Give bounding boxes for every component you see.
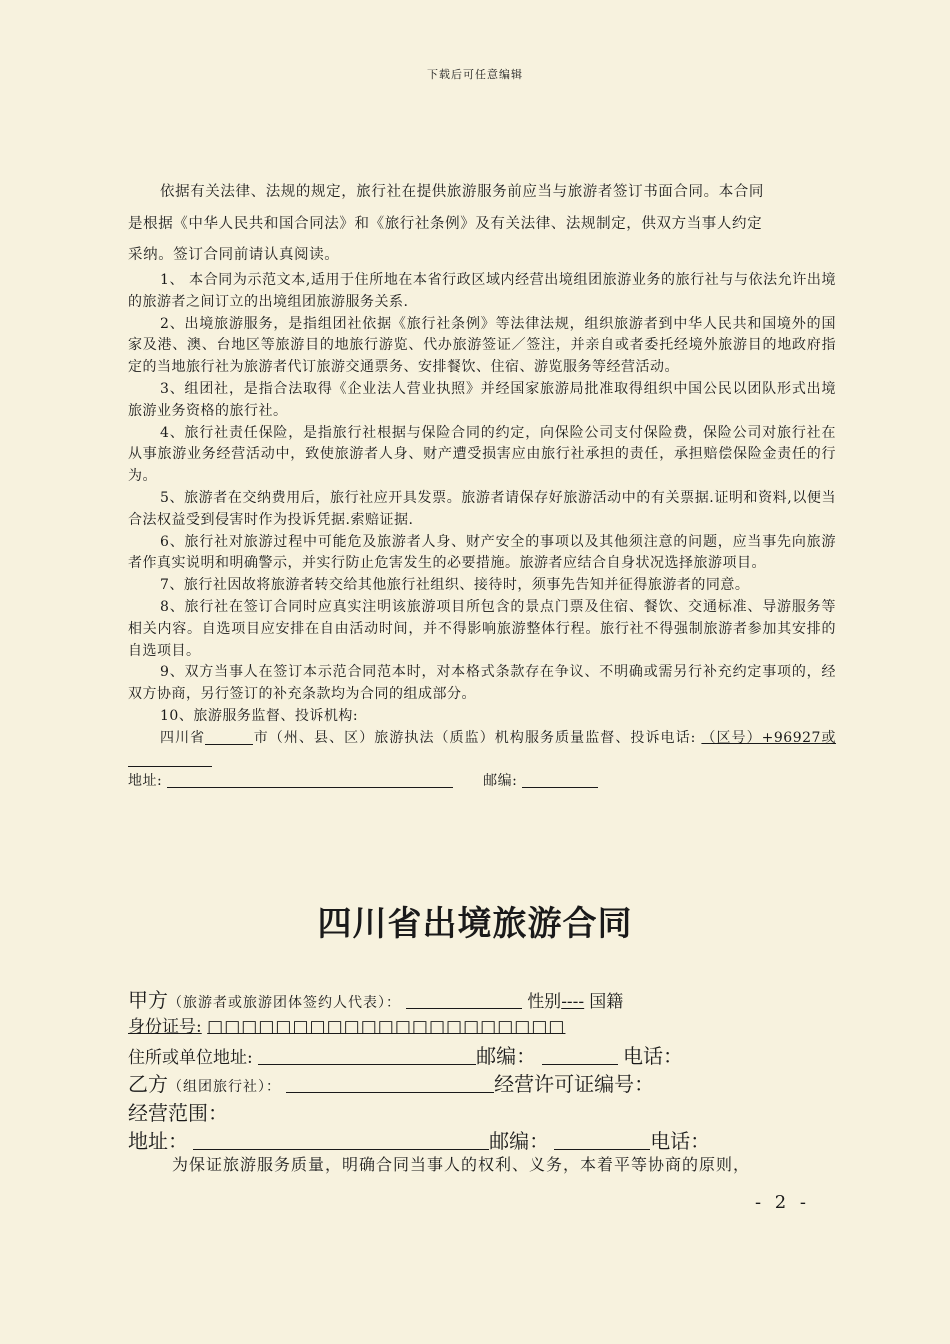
business-scope-line: [128, 1097, 848, 1126]
clause-3: 3、组团社，是指合法取得《企业法人营业执照》并经国家旅游局批准取得组织中国公民以团队形式出境旅游业务资格的旅行社。: [128, 380, 836, 419]
page-number: - 2 -: [754, 1192, 810, 1213]
party-b-address-line: [128, 1125, 848, 1154]
party-b-address-blank[interactable]: [193, 1131, 489, 1150]
party-b-postcode-blank[interactable]: [554, 1131, 650, 1150]
party-b-postcode-label: 邮编：: [489, 1129, 550, 1153]
clause-9: 9、双方当事人在签订本示范合同范本时，对本格式条款存在争议、不明确或需另行补充约定事项的，经双方协商，另行签订的补充条款均为合同的组成部分。: [128, 664, 836, 703]
address-blank[interactable]: [167, 771, 453, 788]
party-b-name-blank[interactable]: [286, 1074, 494, 1093]
clause-2: 2、出境旅游服务，是指组团社依据《旅行社条例》等法律法规，组织旅游者到中华人民共和国境外的国家及港、澳、台地区等旅游目的地旅行游览、代办旅游签证／签注，并亲自或者委托经境外旅游目的地政府指定的当地旅行社为旅游者代订旅游交通票务、安排餐饮、住宿、游览服务等经营活动。: [128, 315, 836, 376]
clause-6: 6、旅行社对旅游过程中可能危及旅游者人身、财产安全的事项以及其他须注意的问题，应当事先向旅游者作真实说明和明确警示，并实行防止危害发生的必要措施。旅游者应结合自身状况选择旅游项目。: [128, 533, 836, 572]
complaint-text: 市（州、县、区）旅游执法（质监）机构服务质量监督、投诉电话:: [253, 729, 702, 746]
residence-label: 住所或单位地址:: [128, 1048, 253, 1068]
party-b-label: 乙方: [128, 1072, 168, 1096]
party-b-address-label: 地址：: [128, 1129, 188, 1153]
business-scope-label: 经营范围：: [128, 1101, 228, 1125]
complaint-phone-line: [128, 728, 836, 772]
postcode-label: 邮编:: [483, 773, 518, 790]
clause-7: 7、旅行社因故将旅游者转交给其他旅行社组织、接待时，须事先告知并征得旅游者的同意。: [160, 577, 750, 594]
postcode-blank[interactable]: [522, 771, 598, 788]
intro-line: 依据有关法律、法规的规定，旅行社在提供旅游服务前应当与旅游者签订书面合同。本合同: [160, 184, 764, 200]
phone-number: （区号）+96927: [701, 729, 821, 746]
clauses-list: [128, 270, 836, 793]
province-label: 四川省: [160, 729, 206, 746]
clause-10: 10、旅游服务监督、投诉机构:: [160, 707, 359, 724]
clause-5: 5、旅游者在交纳费用后，旅行社应开具发票。旅游者请保存好旅游活动中的有关票据.证明和资料,以便当合法权益受到侵害时作为投诉凭据.索赔证据.: [128, 489, 836, 528]
party-a-postcode-blank[interactable]: [542, 1046, 618, 1065]
or-label: 或: [820, 729, 837, 746]
party-a-label: 甲方: [128, 988, 168, 1012]
party-a-name-blank[interactable]: [406, 990, 522, 1009]
alt-phone-blank[interactable]: [128, 750, 212, 767]
party-a-postcode-label: 邮编：: [476, 1044, 537, 1068]
city-blank[interactable]: [205, 728, 253, 745]
party-b-phone-label: 电话：: [650, 1129, 711, 1153]
address-label: 地址:: [128, 773, 163, 790]
id-label: 身份证号:: [128, 1017, 202, 1037]
party-b-line: [128, 1068, 848, 1097]
intro-paragraph: [128, 176, 836, 266]
id-number-line: [128, 1012, 848, 1037]
address-line: [128, 771, 836, 793]
license-label: 经营许可证编号：: [494, 1072, 655, 1096]
intro-line: 采纳。签订合同前请认真阅读。: [128, 247, 340, 263]
contract-title: 四川省出境旅游合同: [317, 904, 633, 944]
intro-line: 是根据《中华人民共和国合同法》和《旅行社条例》及有关法律、法规制定，供双方当事人约定: [128, 216, 763, 232]
party-a-desc: （旅游者或旅游团体签约人代表）：: [168, 995, 401, 1011]
gender-label: 性别: [527, 992, 562, 1012]
id-boxes[interactable]: □□□□□□□□□□□□□□□□□□□□□: [207, 1017, 566, 1037]
closing-paragraph: 为保证旅游服务质量，明确合同当事人的权利、义务，本着平等协商的原则，: [172, 1155, 751, 1174]
page-header: 下载后可任意编辑: [427, 68, 523, 81]
party-b-desc: （组团旅行社）：: [168, 1079, 281, 1095]
clause-4: 4、旅行社责任保险，是指旅行社根据与保险合同的约定，向保险公司支付保险费，保险公司对旅行社在从事旅游业务经营活动中，致使旅游者人身、财产遭受损害应由旅行社承担的责任，承担赔偿保险金责任的行为。: [128, 424, 836, 485]
gender-blank[interactable]: ----: [561, 992, 585, 1012]
party-a-phone-label: 电话：: [622, 1044, 683, 1068]
residence-blank[interactable]: [258, 1046, 476, 1065]
clause-8: 8、旅行社在签订合同时应真实注明该旅游项目所包含的景点门票及住宿、餐饮、交通标准、导游服务等相关内容。自选项目应安排在自由活动时间，并不得影响旅游整体行程。旅行社不得强制旅游者参加其安排的自选项目。: [128, 598, 836, 659]
nationality-label: 国籍: [589, 992, 624, 1012]
party-a-address-line: [128, 1040, 848, 1069]
clause-1: 1、 本合同为示范文本,适用于住所地在本省行政区域内经营出境组团旅游业务的旅行社与与依法允许出境的旅游者之间订立的出境组团旅游服务关系.: [128, 272, 836, 310]
party-a-line: [128, 984, 848, 1013]
